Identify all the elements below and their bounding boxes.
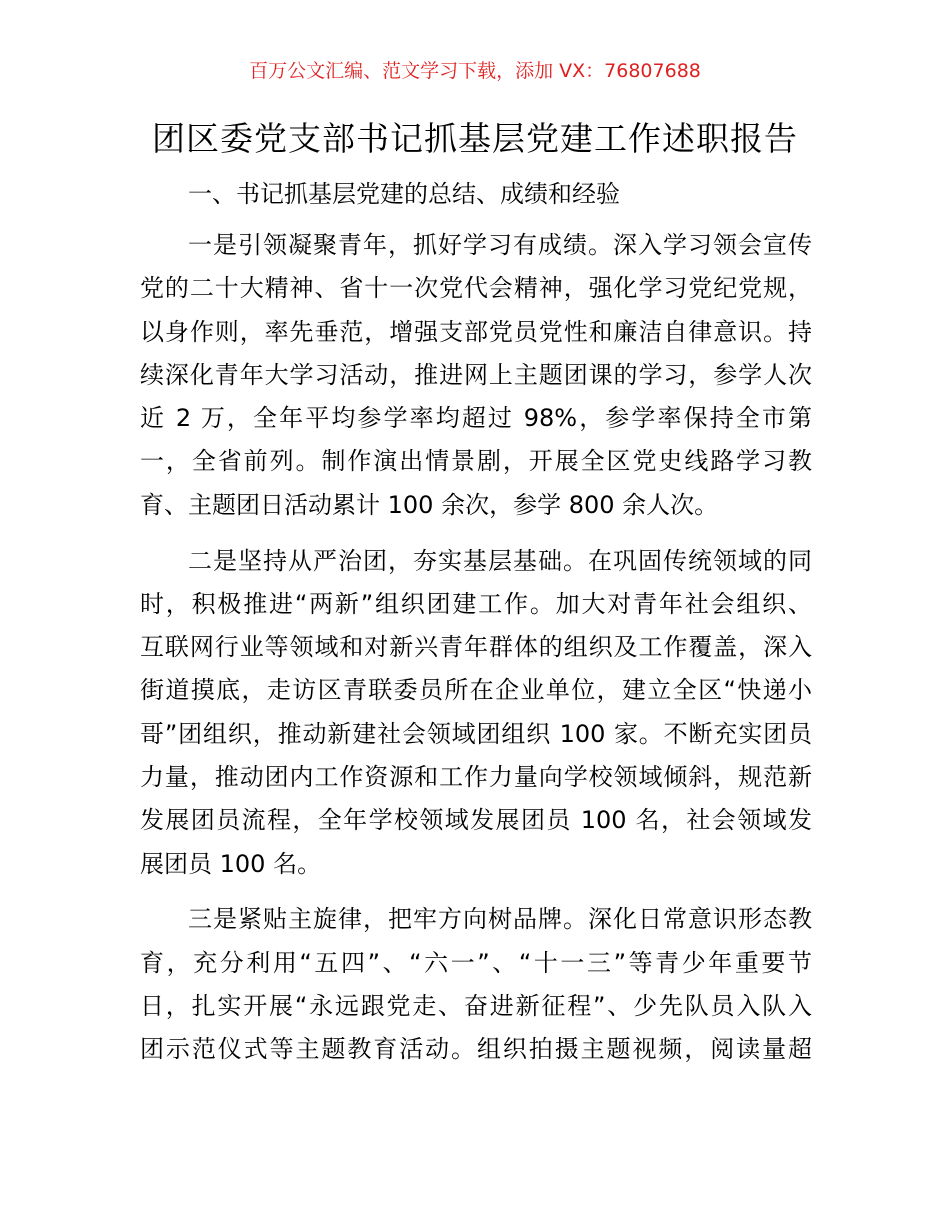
watermark-banner: 百万公文汇编、范文学习下载，添加 VX：76807688 xyxy=(249,60,701,82)
paragraph-line: 日，扎实开展“永远跟党走、奋进新征程”、少先队员入队入 xyxy=(140,992,812,1021)
paragraph-line: 一，全省前列。制作演出情景剧，开展全区党史线路学习教 xyxy=(140,447,812,476)
paragraph-line: 街道摸底，走访区青联委员所在企业单位，建立全区“快递小 xyxy=(140,676,812,705)
paragraph-line: 一是引领凝聚青年，抓好学习有成绩。深入学习领会宣传 xyxy=(188,231,812,259)
paragraph-line: 三是紧贴主旋律，把牢方向树品牌。深化日常意识形态教 xyxy=(188,905,812,934)
paragraph-line: 力量，推动团内工作资源和工作力量向学校领域倾斜，规范新 xyxy=(140,763,812,792)
paragraph-line: 党的二十大精神、省十一次党代会精神，强化学习党纪党规， xyxy=(140,274,812,303)
section-heading: 一、书记抓基层党建的总结、成绩和经验 xyxy=(188,180,620,208)
paragraph-line: 展团员 100 名。 xyxy=(140,849,322,878)
paragraph-line: 以身作则，率先垂范，增强支部党员党性和廉洁自律意识。持 xyxy=(140,317,812,346)
paragraph-line: 续深化青年大学习活动，推进网上主题团课的学习，参学人次 xyxy=(140,360,812,389)
paragraph-line: 哥”团组织，推动新建社会领域团组织 100 家。不断充实团员 xyxy=(140,719,812,748)
paragraph-line: 二是坚持从严治团，夯实基层基础。在巩固传统领域的同 xyxy=(188,546,812,575)
document-body xyxy=(140,224,812,1084)
paragraph xyxy=(140,224,812,527)
paragraph-line: 时，积极推进“两新”组织团建工作。加大对青年社会组织、 xyxy=(140,589,812,618)
paragraph xyxy=(140,898,812,1071)
paragraph-line: 育、主题团日活动累计 100 余次，参学 800 余人次。 xyxy=(140,490,719,519)
document-title: 团区委党支部书记抓基层党建工作述职报告 xyxy=(152,119,798,158)
paragraph-line: 团示范仪式等主题教育活动。组织拍摄主题视频，阅读量超 xyxy=(140,1035,812,1064)
paragraph-line: 近 2 万，全年平均参学率均超过 98%，参学率保持全市第 xyxy=(140,404,812,433)
paragraph-line: 发展团员流程，全年学校领域发展团员 100 名，社会领域发 xyxy=(140,806,812,835)
paragraph-line: 育，充分利用“五四”、“六一”、“十一三”等青少年重要节 xyxy=(140,948,812,977)
paragraph-line: 互联网行业等领域和对新兴青年群体的组织及工作覆盖，深入 xyxy=(140,633,812,662)
paragraph xyxy=(140,540,812,886)
